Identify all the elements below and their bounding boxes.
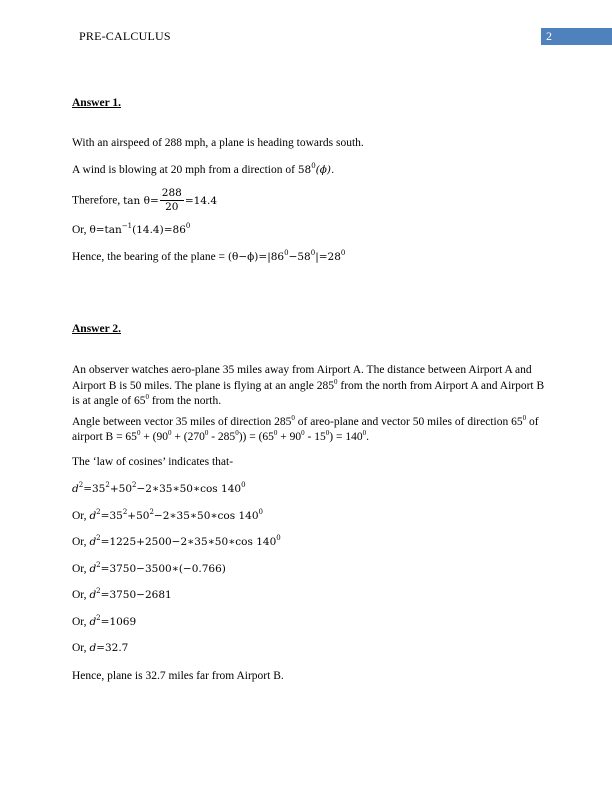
answer-1-line-5: Hence, the bearing of the plane = $(\theta-\phi)=|86^0-58^0|=28^0$ (72, 248, 346, 263)
law-of-cosines-line: The ‘law of cosines’ indicates that- (72, 455, 234, 468)
equation-5: Or, $d^2=3750-2681$ (72, 587, 172, 601)
answer-2-paragraph-2: Angle between vector 35 miles of direction $285^0$ of areo-plane and vector 50 miles of direction $65^0$ of airport $B = 65^0 + (90^0 + (270^0 - 285^0)) = (65^0 + 90^0 - 15^0) = 140^0$. (72, 413, 539, 443)
wind-direction-math: $58^0(\phi)$. (297, 161, 335, 176)
bearing-equation: $(\theta-\phi)=|86^0-58^0|=28^0$ (227, 248, 346, 263)
page-number-badge (541, 28, 612, 44)
inverse-tan-equation: $\theta=\tan^{-1}(14.4)=86^0$ (89, 222, 191, 236)
answer-2-conclusion: Hence, plane is 32.7 miles far from Airport B. (72, 669, 284, 682)
answer-1-line-3: Therefore, tan θ= $\frac{288}{20}$ =14.4 (72, 187, 218, 213)
header-rule (541, 44, 612, 45)
equation-1: $d^2=35^2+50^2-2∗35∗50∗\cos$ $140^0$ (72, 481, 246, 495)
answer-1-heading: Answer 1. (72, 97, 121, 109)
equation-2: Or, $d^2=35^2+50^2-2∗35∗50∗\cos$ $140^0$ (72, 507, 263, 522)
answer-1-line-1: With an airspeed of 288 mph, a plane is heading towards south. (72, 137, 364, 149)
answer-1-line-4: Or, $\theta=\tan^{-1}(14.4)=86^0$ (72, 222, 191, 236)
equation-4: Or, $d^2=3750-3500∗(-0.766)$ (72, 560, 226, 575)
answer-2-paragraph-1: An observer watches aero-plane 35 miles away from Airport A. The distance between Airport A and Airport B is 50 miles. The plane is flying at an angle $285^0$ from the north from Airport A and Airport B is at angle of $65^0$ from the north. (72, 364, 545, 407)
fraction: $\frac{288}{20}$ (161, 187, 182, 213)
answer-1-line-2: A wind is blowing at 20 mph from a direction of $58^0(\phi)$. (72, 161, 335, 176)
running-header-title: PRE-CALCULUS (79, 29, 171, 43)
tan-theta-equation: tan θ= $\frac{288}{20}$ =14.4 (123, 187, 218, 213)
equation-6: Or, $d^2=1069$ (72, 613, 137, 628)
document-body (72, 95, 547, 684)
answer-2-heading: Answer 2. (72, 323, 121, 335)
equation-3: Or, $d^2=1225+2500-2∗35∗50∗\cos$ $140^0$ (72, 534, 281, 548)
equation-7: Or, d=32.7 (72, 642, 129, 654)
page-number: 2 (546, 29, 552, 43)
